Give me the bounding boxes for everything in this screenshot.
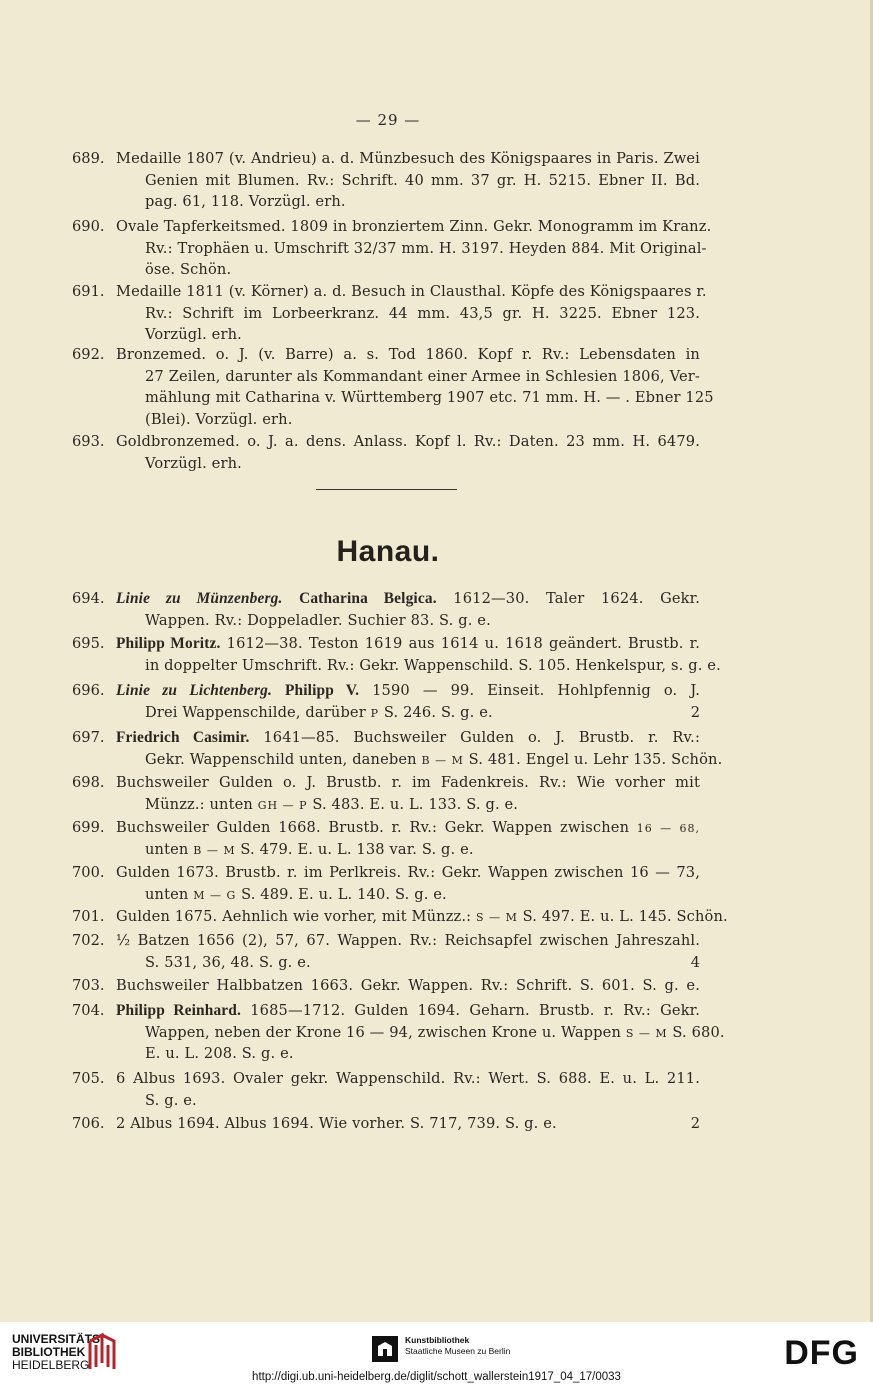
entry-text: Gulden 1675. Aehnlich wie vorher, mit Münzz.: [116, 908, 472, 925]
ruler-name: Philipp Reinhard. [116, 1002, 241, 1019]
ruler-name: Catharina Belgica. [299, 590, 437, 607]
entry-number: 695. [72, 635, 105, 652]
section-heading: Hanau. [336, 535, 440, 568]
catalog-entry-695 [72, 633, 721, 677]
catalog-entry-699 [72, 817, 700, 861]
entry-text: S. 483. E. u. L. 133. S. g. e. [312, 795, 519, 813]
catalog-entry-692 [72, 344, 714, 432]
mint-mark: S — M [625, 1026, 668, 1040]
entry-line [145, 794, 700, 817]
mint-mark: B — M [193, 843, 236, 857]
entry-line: Wappen. Rv.: Doppeladler. Suchier 83. S. g. e. [145, 611, 491, 629]
entry-text: Drei Wappenschilde, darüber [145, 703, 366, 721]
entry-number: 702. [72, 932, 105, 949]
entry-line: Bronzemed. o. J. (v. Barre) a. s. Tod 1860. Kopf r. Rv.: Lebensdaten in [116, 346, 700, 363]
kb-line-2: Staatliche Museen zu Berlin [405, 1346, 511, 1356]
entry-line: 2 Albus 1694. Albus 1694. Wie vorher. S. 717, 739. S. g. e. [116, 1115, 557, 1132]
catalog-entry-700 [72, 862, 700, 906]
ruler-name: Philipp Moritz. [116, 635, 221, 652]
ruler-name: Friedrich Casimir. [116, 729, 250, 746]
catalog-entry-691 [72, 281, 707, 347]
entry-text: 1590 — 99. Einseit. Hohlpfennig o. J. [372, 682, 700, 699]
catalog-entry-702 [72, 930, 700, 974]
catalog-entry-705 [72, 1068, 700, 1112]
entry-line [145, 749, 723, 772]
date-mark: 16 — 68, [636, 822, 700, 835]
mint-mark: S — M [476, 911, 518, 924]
entry-text: S. 246. S. g. e. [383, 703, 493, 721]
entry-line: Rv.: Trophäen u. Umschrift 32/37 mm. H. 3197. Heyden 884. Mit Original- [145, 239, 707, 257]
entry-line [116, 1000, 700, 1022]
entry-line: Vorzügl. erh. [145, 326, 242, 343]
entry-line [116, 817, 700, 840]
entry-number: 690. [72, 218, 105, 235]
entry-line: Medaille 1807 (v. Andrieu) a. d. Münzbesuch des Königspaares in Paris. Zwei [116, 150, 700, 167]
dynasty-line: Linie zu Lichtenberg. [116, 682, 272, 699]
entry-text: 1612—30. Taler 1624. Gekr. [453, 590, 700, 607]
entry-line [145, 702, 665, 725]
mint-mark: P [370, 706, 380, 720]
entry-text: Münzz.: unten [145, 795, 253, 813]
entry-line [116, 906, 728, 929]
kunstbibliothek-logo-icon[interactable] [372, 1336, 398, 1362]
entry-number: 693. [72, 433, 105, 450]
entry-text: S. 479. E. u. L. 138 var. S. g. e. [240, 840, 474, 858]
ruler-name: Philipp V. [284, 682, 360, 699]
catalog-entry-694 [72, 588, 700, 632]
entry-line: 27 Zeilen, darunter als Kommandant einer Armee in Schlesien 1806, Ver- [145, 367, 700, 385]
entry-number: 697. [72, 729, 105, 746]
entry-line [145, 839, 700, 862]
entry-line: S. 531, 36, 48. S. g. e. [145, 953, 311, 971]
entry-text: unten [145, 885, 189, 903]
entry-text: Gekr. Wappenschild unten, daneben [145, 750, 417, 768]
entry-line: Gulden 1673. Brustb. r. im Perlkreis. Rv.: Gekr. Wappen zwischen 16 — 73, [116, 864, 700, 881]
catalog-entry-706 [72, 1113, 700, 1135]
entry-line: in doppelter Umschrift. Rv.: Gekr. Wappenschild. S. 105. Henkelspur, s. g. e. [145, 656, 721, 674]
catalog-entry-690 [72, 216, 712, 282]
entry-text: S. 680. [672, 1023, 725, 1041]
entry-line: S. g. e. [145, 1091, 197, 1109]
ub-heidelberg-logo-icon[interactable] [86, 1331, 118, 1371]
catalog-entry-696 [72, 680, 700, 724]
entry-text: 1685—1712. Gulden 1694. Geharn. Brustb. r. Rv.: Gekr. [250, 1002, 700, 1019]
viewer-footer [0, 1322, 873, 1386]
permalink-url[interactable]: http://digi.ub.uni-heidelberg.de/diglit/schott_wallerstein1917_04_17/0033 [252, 1371, 621, 1383]
entry-line [145, 884, 700, 907]
entry-text: unten [145, 840, 189, 858]
entry-line [116, 727, 700, 749]
catalog-entry-701 [72, 906, 728, 928]
entry-number: 694. [72, 590, 105, 607]
entry-line: öse. Schön. [145, 261, 232, 278]
price-value: 4 [690, 953, 700, 971]
page-number: — 29 — [355, 111, 421, 129]
entry-text: 1641—85. Buchsweiler Gulden o. J. Brustb. r. Rv.: [263, 729, 701, 746]
price-value: 2 [690, 1115, 700, 1132]
mint-mark: B — M [421, 753, 464, 767]
entry-number: 701. [72, 908, 105, 925]
catalog-entry-693 [72, 431, 700, 475]
ub-line-3: HEIDELBERG [12, 1358, 90, 1372]
catalog-entry-703 [72, 975, 700, 997]
entry-line: Rv.: Schrift im Lorbeerkranz. 44 mm. 43,5 gr. H. 3225. Ebner 123. [145, 304, 700, 322]
entry-number: 689. [72, 150, 105, 167]
entry-text: S. 481. Engel u. Lehr 135. Schön. [468, 750, 723, 768]
entry-line: pag. 61, 118. Vorzügl. erh. [145, 193, 346, 210]
entry-text: Buchsweiler Gulden 1668. Brustb. r. Rv.: Gekr. Wappen zwischen [116, 819, 630, 836]
ub-line-1: UNIVERSITÄTS- [12, 1332, 105, 1346]
entry-number: 703. [72, 977, 105, 994]
entry-line: Goldbronzemed. o. J. a. dens. Anlass. Kopf l. Rv.: Daten. 23 mm. H. 6479. [116, 433, 700, 450]
entry-number: 700. [72, 864, 105, 881]
entry-line: Buchsweiler Gulden o. J. Brustb. r. im Fadenkreis. Rv.: Wie vorher mit [116, 774, 700, 791]
entry-line: Vorzügl. erh. [145, 454, 242, 472]
dynasty-line: Linie zu Münzenberg. [116, 590, 283, 607]
entry-line: E. u. L. 208. S. g. e. [145, 1045, 294, 1062]
catalog-entry-704 [72, 1000, 725, 1066]
entry-line: Genien mit Blumen. Rv.: Schrift. 40 mm. 37 gr. H. 5215. Ebner II. Bd. [145, 171, 700, 189]
entry-line [145, 1022, 725, 1045]
catalog-entry-697 [72, 727, 723, 771]
entry-number: 705. [72, 1070, 105, 1087]
mint-mark: GH — P [257, 798, 308, 812]
entry-text: Wappen, neben der Krone 16 — 94, zwischen Krone u. Wappen [145, 1023, 622, 1041]
entry-text: 1612—38. Teston 1619 aus 1614 u. 1618 geändert. Brustb. r. [226, 635, 700, 652]
entry-line [116, 680, 700, 702]
kb-line-1: Kunstbibliothek [405, 1335, 470, 1345]
price-value: 2 [690, 703, 700, 721]
entry-line [116, 588, 700, 610]
entry-line [116, 633, 700, 655]
entry-line: Ovale Tapferkeitsmed. 1809 in bronziertem Zinn. Gekr. Monogramm im Kranz. [116, 218, 712, 235]
entry-line: 6 Albus 1693. Ovaler gekr. Wappenschild. Rv.: Wert. S. 688. E. u. L. 211. [116, 1070, 700, 1087]
entry-line: ½ Batzen 1656 (2), 57, 67. Wappen. Rv.: Reichsapfel zwischen Jahreszahl. [116, 932, 700, 949]
catalog-entry-698 [72, 772, 700, 816]
entry-number: 699. [72, 819, 105, 836]
entry-line: mählung mit Catharina v. Württemberg 1907 etc. 71 mm. H. — . Ebner 125 [145, 389, 714, 406]
entry-number: 704. [72, 1002, 105, 1019]
dfg-logo[interactable]: DFG [784, 1334, 859, 1372]
entry-number: 691. [72, 283, 105, 300]
entry-line: Buchsweiler Halbbatzen 1663. Gekr. Wappen. Rv.: Schrift. S. 601. S. g. e. [116, 977, 700, 994]
entry-number: 706. [72, 1115, 105, 1132]
catalog-entry-689 [72, 148, 700, 214]
entry-text: S. 497. E. u. L. 145. Schön. [522, 908, 728, 925]
entry-number: 692. [72, 346, 105, 363]
mint-mark: M — G [193, 888, 237, 902]
section-divider [316, 489, 457, 490]
ub-line-2: BIBLIOTHEK [12, 1345, 86, 1359]
entry-number: 698. [72, 774, 105, 791]
entry-line: (Blei). Vorzügl. erh. [145, 410, 293, 428]
entry-number: 696. [72, 682, 105, 699]
entry-text: S. 489. E. u. L. 140. S. g. e. [241, 885, 447, 903]
kunstbibliothek-logo-text[interactable] [405, 1335, 510, 1357]
entry-line: Medaille 1811 (v. Körner) a. d. Besuch in Clausthal. Köpfe des Königspaares r. [116, 283, 707, 300]
